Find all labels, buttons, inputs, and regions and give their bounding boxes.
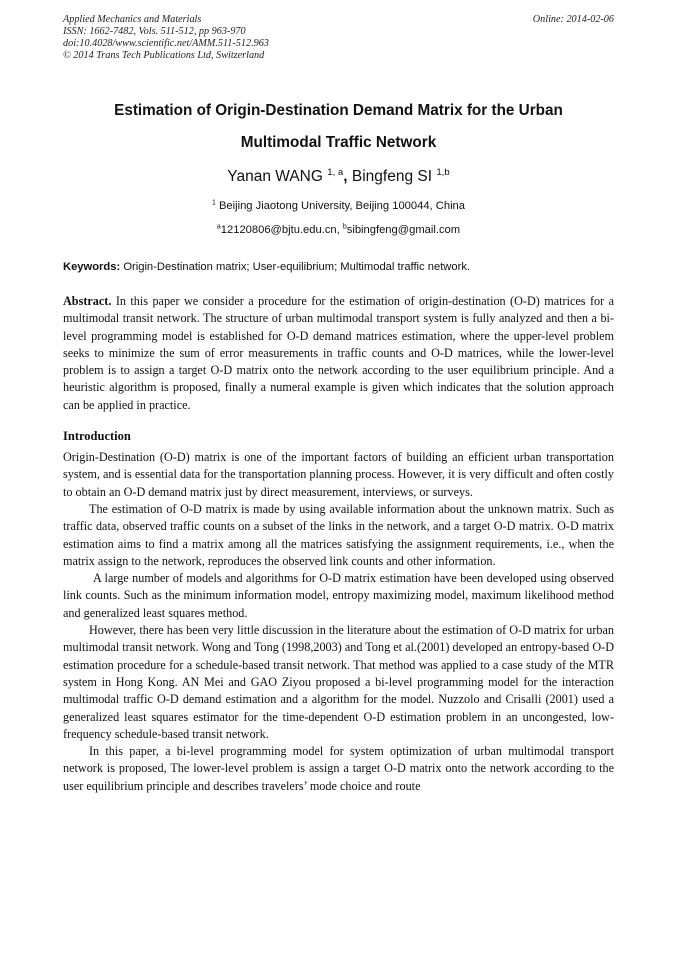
online-date: Online: 2014-02-06 [532,14,614,25]
paper-title [63,95,614,159]
email-b: sibingfeng@gmail.com [346,224,461,236]
paper-title-line-1: Estimation of Origin-Destination Demand Matrix for the Urban [114,102,563,119]
journal-name: Applied Mechanics and Materials [63,14,202,25]
affiliation [63,199,614,213]
author-1-name: Yanan WANG [227,168,323,185]
abstract-text: In this paper we consider a procedure for the estimation of origin-destination (O-D) matrices for a multimodal transit network. The structure of urban multimodal transport system is fully analyzed and then a bi-level programming model is established for O-D demand matrices estimation, where the upper-level problem seeks to minimize the sum of error measurements in traffic counts and O-D matrices, while the lower-level problem is to assign a target O-D matrix onto the network according to the user equilibrium principle. And a heuristic algorithm is proposed, finally a numeral example is given which indicates that the solution approach can be applied in practice. [63,294,615,412]
section-heading-introduction: Introduction [63,429,131,444]
introduction-paragraph-1: Origin-Destination (O-D) matrix is one of the important factors of building an efficient urban transportation system, and is essential data for the transportation planning process. However, it is very difficult and often costly to obtain an O-D demand matrix just by direct measurement, interviews, or surveys. [63,450,614,499]
author-2-name: Bingfeng SI [351,168,433,185]
keywords [63,260,614,274]
email-b-mark: b [342,223,347,231]
author-list [63,167,614,187]
abstract-label: Abstract. [63,294,112,308]
abstract [63,293,614,414]
author-separator: , [343,168,348,185]
paper-title-line-2: Multimodal Traffic Network [240,134,437,151]
introduction-paragraph-3: A large number of models and algorithms for O-D matrix estimation have been developed using observed link counts. Such as the minimum information model, entropy maximizing model, maximum likelihood method and generalized least squares method. [63,571,614,620]
journal-header [63,14,614,62]
keywords-text: Origin-Destination matrix; User-equilibrium; Multimodal traffic network. [123,261,471,273]
email-a: 12120806@bjtu.edu.cn, [220,224,340,236]
affiliation-text: Beijing Jiaotong University, Beijing 100044, China [218,200,466,212]
author-1-affiliation-mark: 1, a [327,166,344,178]
introduction-paragraph-5: In this paper, a bi-level programming model for system optimization of urban multimodal transport network is proposed, The lower-level problem is assign a target O-D matrix onto the network according to the user equilibrium principle and describes travelers’ mode choice and route [63,744,614,793]
introduction-body [63,449,614,795]
author-2-affiliation-mark: 1,b [436,166,450,178]
journal-copyright: © 2014 Trans Tech Publications Ltd, Switzerland [63,50,265,61]
journal-doi: doi:10.4028/www.scientific.net/AMM.511-512.963 [63,38,269,49]
introduction-paragraph-4: However, there has been very little discussion in the literature about the estimation of O-D matrix for urban multimodal transit network. Wong and Tong (1998,2003) and Tong et al.(2001) developed an entropy-based O-D estimation procedure for a schedule-based transit network. That method was applied to a case study of the MTR system in Hong Kong. AN Mei and GAO Ziyou proposed a bi-level programming model for the interaction multimodal traffic O-D demand estimation and a algorithm for the model. Nuzzolo and Crisalli (2001) used a generalized least squares estimator for the time-dependent O-D estimation problem in an uncongested, low-frequency schedule-based transit network. [63,623,614,741]
email-a-mark: a [216,223,221,231]
author-emails [63,223,614,237]
keywords-label: Keywords: [63,261,121,273]
journal-issn: ISSN: 1662-7482, Vols. 511-512, pp 963-970 [63,26,246,37]
affiliation-mark: 1 [211,199,216,207]
introduction-paragraph-2: The estimation of O-D matrix is made by using available information about the unknown matrix. Such as traffic data, observed traffic counts on a subset of the links in the network, and a target O-D matrix. O-D matrix estimation aims to find a matrix among all the matrices satisfying the assignment requirements, i.e., when the matrix assign to the network, reproduces the observed link counts and other information. [63,501,614,568]
